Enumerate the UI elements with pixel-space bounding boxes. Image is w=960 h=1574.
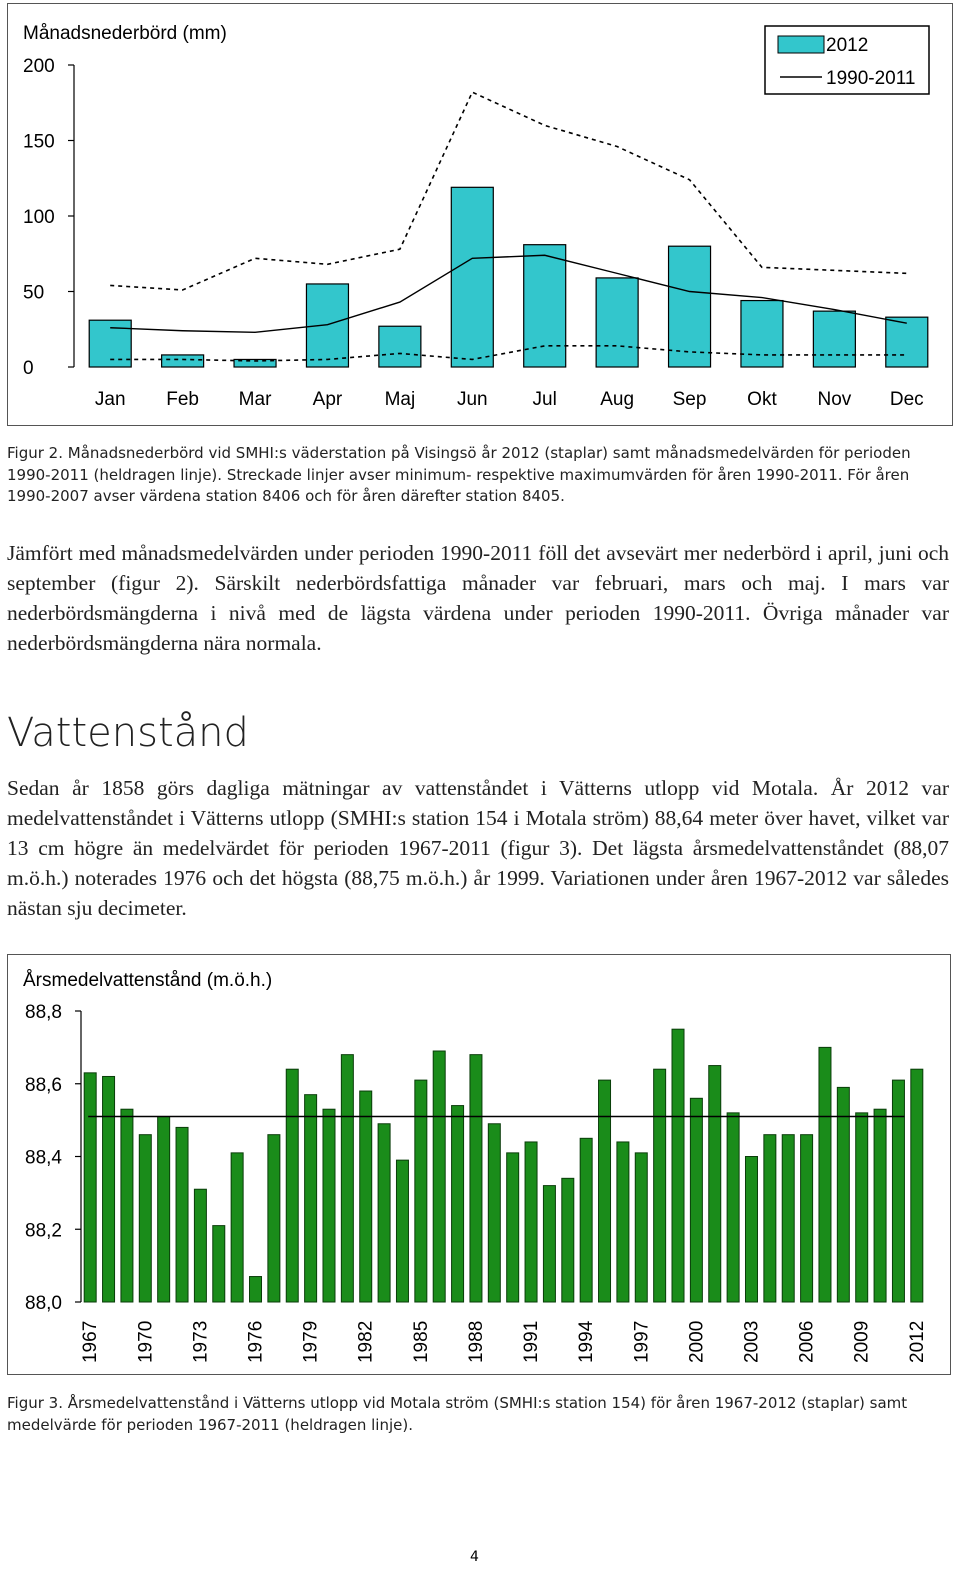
bar-water-level — [305, 1095, 317, 1302]
bar-water-level — [580, 1138, 592, 1302]
bar-water-level — [727, 1113, 739, 1302]
y-tick-label: 50 — [23, 282, 45, 304]
bar-water-level — [690, 1098, 702, 1302]
bar-water-level — [433, 1051, 445, 1302]
bar-water-level — [268, 1135, 280, 1302]
bar-water-level — [360, 1091, 372, 1302]
bar-water-level — [709, 1066, 721, 1302]
bar-water-level — [121, 1109, 133, 1302]
x-tick-label: 2006 — [796, 1320, 818, 1363]
bar-water-level — [892, 1080, 904, 1302]
figure-2-caption: Figur 2. Månadsnederbörd vid SMHI:s väderstation på Visingsö år 2012 (staplar) samt månadsmedelvärden för perioden 1990-2011 (heldragen linje). Streckade linjer avser minimum- respektive maximumvärden för åren 1990-2011. För åren 1990-2007 avser värdena station 8406 och för åren därefter station 8405. — [7, 444, 911, 505]
bar-water-level — [470, 1055, 482, 1302]
bar-2012 — [306, 284, 348, 367]
y-tick-label: 200 — [23, 56, 55, 77]
bar-water-level — [341, 1055, 353, 1302]
bar-water-level — [819, 1047, 831, 1302]
paragraph-precipitation: Jämfört med månadsmedelvärden under perioden 1990-2011 föll det avsevärt mer nederbörd i april, juni och september (figur 2). Särskilt nederbördsfattiga månader var februari, mars och maj. I mars var nederbördsmängderna i nivå med de lägsta värdena under perioden 1990-2011. Övriga månader var nederbördsmängderna nära normala. — [7, 541, 949, 655]
bar-water-level — [543, 1186, 555, 1302]
paragraph-water-level: Sedan år 1858 görs dagliga mätningar av vattenståndet i Vätterns utlopp vid Motala. År 2012 var medelvattenståndet i Vätterns utlopp (SMHI:s station 154 i Motala ström) 88,64 meter över havet, vilket var 13 cm högre än medelvärdet för perioden 1967-2011 (figur 3). Det lägsta årsmedelvattenståndet (88,07 m.ö.h.) noterades 1976 och det högsta (88,75 m.ö.h.) år 1999. Variationen under åren 1967-2012 var således nästan sju decimeter. — [7, 776, 949, 920]
chart1-title: Månadsnederbörd (mm) — [23, 23, 227, 44]
legend-swatch-2012 — [778, 36, 824, 53]
bar-2012 — [813, 311, 855, 367]
bar-2012 — [669, 246, 711, 367]
bar-water-level — [396, 1160, 408, 1302]
bar-water-level — [103, 1076, 115, 1302]
y-tick-label: 88,8 — [25, 1002, 62, 1023]
bar-water-level — [158, 1116, 170, 1302]
x-tick-label: Maj — [384, 389, 416, 410]
bar-water-level — [378, 1124, 390, 1302]
x-tick-label: 1970 — [135, 1320, 157, 1363]
bar-water-level — [764, 1135, 776, 1302]
x-tick-label: Nov — [817, 389, 852, 410]
bar-water-level — [323, 1109, 335, 1302]
line-max-dashed — [110, 92, 907, 290]
bar-water-level — [801, 1135, 813, 1302]
x-tick-label: Feb — [166, 389, 199, 410]
legend — [765, 26, 929, 94]
x-tick-label: Apr — [312, 389, 343, 410]
bar-water-level — [672, 1029, 684, 1302]
x-tick-label: 1985 — [410, 1320, 432, 1363]
chart2-title: Årsmedelvattenstånd (m.ö.h.) — [23, 970, 273, 991]
x-tick-label: Okt — [747, 389, 777, 410]
bar-2012 — [596, 278, 638, 367]
bar-water-level — [562, 1178, 574, 1302]
x-tick-label: Jan — [94, 389, 126, 410]
x-tick-label: 1988 — [465, 1320, 487, 1363]
bar-water-level — [250, 1277, 262, 1302]
y-tick-label: 88,2 — [25, 1220, 62, 1242]
x-tick-label: Mar — [238, 389, 272, 410]
bar-water-level — [745, 1157, 757, 1303]
bar-water-level — [911, 1069, 923, 1302]
y-tick-label: 88,4 — [25, 1147, 62, 1169]
x-tick-label: 1991 — [521, 1320, 543, 1363]
legend-label-1990-2011: 1990-2011 — [826, 68, 916, 89]
bar-water-level — [874, 1109, 886, 1302]
line-mean-1990-2011 — [110, 255, 907, 332]
bar-2012 — [741, 301, 783, 367]
bar-2012 — [451, 187, 493, 367]
bar-water-level — [286, 1069, 298, 1302]
x-tick-label: 1994 — [576, 1320, 598, 1363]
x-tick-label: 2003 — [741, 1320, 763, 1363]
bar-water-level — [654, 1069, 666, 1302]
legend-label-2012: 2012 — [826, 35, 869, 56]
x-tick-label: 1967 — [80, 1320, 102, 1363]
bar-water-level — [599, 1080, 611, 1302]
figure-3-caption: Figur 3. Årsmedelvattenstånd i Vätterns utlopp vid Motala ström (SMHI:s station 154) för åren 1967-2012 (staplar) samt medelvärde för perioden 1967-2011 (heldragen linje). — [7, 1394, 908, 1434]
line-min-dashed — [110, 346, 907, 361]
bar-water-level — [507, 1153, 519, 1302]
bar-water-level — [782, 1135, 794, 1302]
x-tick-label: Sep — [672, 389, 707, 410]
bar-water-level — [84, 1073, 96, 1302]
page-number: 4 — [470, 1549, 479, 1565]
section-heading: Vattenstånd — [7, 710, 249, 756]
x-tick-label: 1976 — [245, 1320, 267, 1363]
water-level-chart — [7, 954, 951, 1375]
x-tick-label: 2012 — [906, 1320, 928, 1363]
bar-water-level — [139, 1135, 151, 1302]
bar-water-level — [525, 1142, 537, 1302]
bar-2012 — [886, 317, 928, 367]
bar-2012 — [524, 245, 566, 367]
y-tick-label: 88,6 — [25, 1074, 62, 1096]
x-tick-label: 2000 — [686, 1320, 708, 1363]
x-tick-label: Dec — [889, 389, 924, 410]
x-tick-label: Aug — [600, 389, 635, 410]
bar-water-level — [415, 1080, 427, 1302]
bar-water-level — [213, 1226, 225, 1302]
bar-water-level — [837, 1087, 849, 1302]
precipitation-chart — [7, 3, 953, 426]
bar-water-level — [488, 1124, 500, 1302]
water-level-chart-svg — [8, 955, 950, 1374]
y-tick-label: 0 — [23, 358, 34, 379]
y-tick-label: 88,0 — [25, 1293, 62, 1314]
x-tick-label: 2009 — [851, 1320, 873, 1363]
bar-2012 — [162, 355, 204, 367]
x-tick-label: Jul — [532, 389, 557, 410]
bar-water-level — [231, 1153, 243, 1302]
bar-water-level — [617, 1142, 629, 1302]
precipitation-chart-svg — [8, 4, 952, 425]
bar-water-level — [452, 1106, 464, 1302]
y-tick-label: 150 — [23, 131, 55, 153]
x-tick-label: 1982 — [355, 1320, 377, 1363]
x-tick-label: 1973 — [190, 1320, 212, 1363]
bar-water-level — [856, 1113, 868, 1302]
bar-water-level — [635, 1153, 647, 1302]
bar-water-level — [194, 1189, 206, 1302]
x-tick-label: 1979 — [300, 1320, 322, 1363]
bar-water-level — [176, 1127, 188, 1302]
x-tick-label: Jun — [456, 389, 488, 410]
y-tick-label: 100 — [23, 207, 55, 228]
bar-2012 — [379, 326, 421, 367]
x-tick-label: 1997 — [631, 1320, 653, 1363]
